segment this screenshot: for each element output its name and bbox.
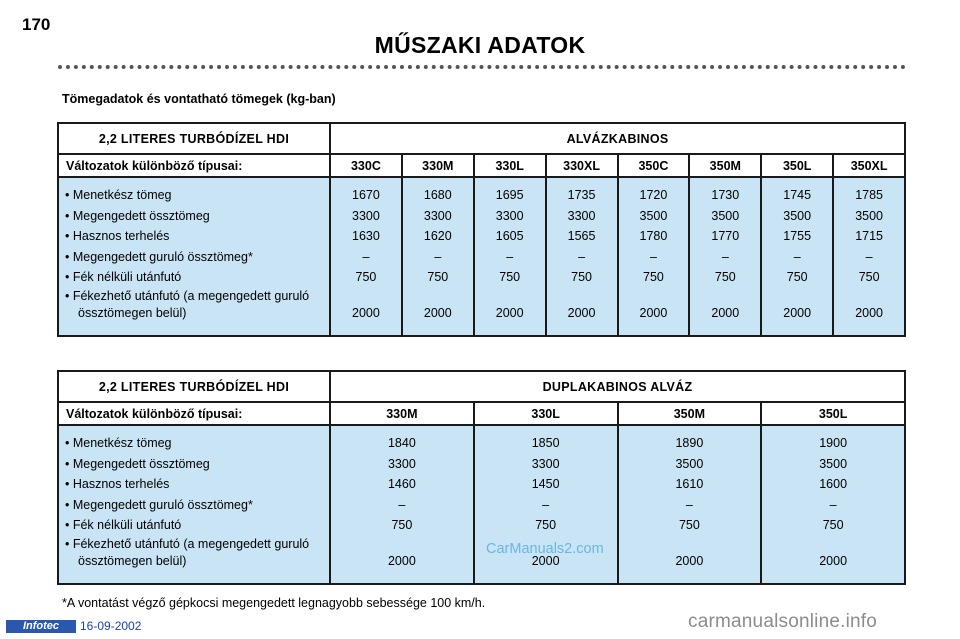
- column-header: 350M: [689, 154, 761, 177]
- value-cell: 1680: [423, 188, 452, 202]
- value-cell: –: [721, 249, 729, 264]
- value-cell: 1890: [675, 436, 704, 450]
- value-column: [618, 177, 690, 336]
- value-cell: 1755: [783, 229, 812, 243]
- value-cell: 1605: [495, 229, 524, 243]
- column-header: 330M: [402, 154, 474, 177]
- footnote: *A vontatást végző gépkocsi megengedett legnagyobb sebessége 100 km/h.: [62, 596, 486, 610]
- value-cell: 1735: [567, 188, 596, 202]
- value-cell: 750: [427, 270, 449, 284]
- value-cell: 1770: [711, 229, 740, 243]
- column-header: 330C: [330, 154, 402, 177]
- page-title: MŰSZAKI ADATOK: [374, 32, 586, 58]
- value-cell: 3300: [352, 208, 380, 223]
- value-cell: 2000: [495, 305, 524, 320]
- value-cell: –: [685, 497, 693, 512]
- date-stamp: 16-09-2002: [80, 619, 142, 633]
- column-header: 350L: [761, 154, 833, 177]
- row-labels: [58, 177, 330, 336]
- value-cell: –: [865, 249, 873, 264]
- value-cell: 1840: [387, 436, 416, 450]
- value-cell: 1850: [531, 436, 560, 450]
- value-cell: 750: [355, 270, 377, 284]
- value-column: [689, 177, 761, 336]
- value-cell: 750: [643, 270, 664, 284]
- row-label: • Megengedett össztömeg: [65, 208, 210, 223]
- value-cell: 1630: [352, 229, 380, 243]
- column-header: 350C: [618, 154, 690, 177]
- column-header: 350XL: [833, 154, 905, 177]
- value-cell: 1450: [531, 477, 560, 491]
- engine-label: 2,2 LITERES TURBÓDÍZEL HDI: [58, 123, 330, 154]
- value-cell: 750: [678, 518, 700, 532]
- value-cell: 1670: [352, 188, 380, 202]
- value-cell: 2000: [855, 305, 884, 320]
- value-cell: 750: [499, 270, 521, 284]
- value-column: [761, 177, 833, 336]
- value-cell: 2000: [783, 305, 812, 320]
- value-cell: 3500: [855, 208, 884, 223]
- value-cell: 1610: [675, 477, 704, 491]
- row-label: • Megengedett guruló össztömeg*: [65, 249, 253, 264]
- value-cell: –: [506, 249, 514, 264]
- value-cell: 750: [391, 518, 413, 532]
- value-column: [618, 425, 762, 584]
- value-cell: 1715: [855, 229, 884, 243]
- value-cell: 750: [858, 270, 880, 284]
- value-cell: –: [793, 249, 801, 264]
- value-cell: 1695: [495, 188, 524, 202]
- row-label: • Fék nélküli utánfutó: [65, 518, 182, 532]
- column-header: 350L: [761, 402, 905, 425]
- value-cell: 3500: [783, 208, 812, 223]
- value-cell: 3300: [531, 456, 560, 471]
- value-cell: 2000: [819, 553, 848, 568]
- variants-label: Változatok különböző típusai:: [58, 402, 330, 425]
- row-label: • Fékezhető utánfutó (a megengedett guruló össztömegen belül): [65, 536, 310, 568]
- value-cell: –: [362, 249, 370, 264]
- page-number: 170: [22, 15, 51, 34]
- value-column: [402, 177, 474, 336]
- value-cell: 3500: [711, 208, 740, 223]
- row-label: • Menetkész tömeg: [65, 436, 172, 450]
- value-column: [546, 177, 618, 336]
- value-cell: –: [434, 249, 442, 264]
- value-cell: 3500: [819, 456, 848, 471]
- value-cell: 1900: [819, 436, 848, 450]
- value-cell: 750: [571, 270, 592, 284]
- column-header: 350M: [618, 402, 762, 425]
- column-header: 330XL: [546, 154, 618, 177]
- value-cell: 1745: [783, 188, 812, 202]
- value-cell: 1600: [819, 477, 848, 491]
- value-cell: 2000: [639, 305, 668, 320]
- column-header: 330L: [474, 402, 618, 425]
- row-labels: [58, 425, 330, 584]
- row-label: • Megengedett guruló össztömeg*: [65, 497, 253, 512]
- row-label: • Fékezhető utánfutó (a megengedett guruló össztömegen belül): [65, 288, 310, 320]
- value-cell: 1785: [855, 188, 884, 202]
- column-header: 330L: [474, 154, 546, 177]
- value-cell: 750: [822, 518, 844, 532]
- row-label: • Fék nélküli utánfutó: [65, 270, 182, 284]
- value-column: [833, 177, 905, 336]
- value-cell: 3300: [423, 208, 452, 223]
- value-column: [474, 177, 546, 336]
- value-cell: 1565: [567, 229, 596, 243]
- value-column: [330, 177, 402, 336]
- title-divider: [58, 65, 906, 69]
- body-type-label: ALVÁZKABINOS: [330, 123, 905, 154]
- value-cell: –: [649, 249, 657, 264]
- value-cell: 1780: [639, 229, 668, 243]
- value-cell: –: [398, 497, 406, 512]
- value-cell: 3300: [387, 456, 416, 471]
- section-title: Tömegadatok és vontatható tömegek (kg-ban): [62, 92, 336, 106]
- value-column: [761, 425, 905, 584]
- column-header: 330M: [330, 402, 474, 425]
- value-cell: 2000: [423, 305, 452, 320]
- row-label: • Hasznos terhelés: [65, 229, 170, 243]
- value-cell: 2000: [387, 553, 416, 568]
- value-cell: –: [578, 249, 586, 264]
- value-cell: 3500: [639, 208, 668, 223]
- spec-table-double-cab: [57, 370, 906, 585]
- row-label: • Menetkész tömeg: [65, 188, 172, 202]
- site-watermark: carmanualsonline.info: [688, 611, 878, 632]
- engine-label: 2,2 LITERES TURBÓDÍZEL HDI: [58, 371, 330, 402]
- value-cell: 750: [535, 518, 557, 532]
- value-cell: 3500: [675, 456, 704, 471]
- infotec-logo: Infotec: [6, 620, 76, 633]
- row-label: • Megengedett össztömeg: [65, 456, 210, 471]
- spec-table-chassis-cab: [57, 122, 906, 337]
- value-cell: 750: [714, 270, 736, 284]
- value-cell: 2000: [567, 305, 596, 320]
- value-column: [330, 425, 474, 584]
- value-cell: 750: [786, 270, 808, 284]
- value-cell: –: [829, 497, 837, 512]
- value-cell: 1720: [639, 188, 668, 202]
- carmanuals-watermark: CarManuals2.com: [486, 541, 604, 557]
- value-cell: 1460: [387, 477, 416, 491]
- variants-label: Változatok különböző típusai:: [58, 154, 330, 177]
- value-cell: 1730: [711, 188, 740, 202]
- value-cell: 3300: [567, 208, 596, 223]
- value-cell: 2000: [675, 553, 704, 568]
- value-cell: 1620: [423, 229, 452, 243]
- value-cell: 2000: [352, 305, 380, 320]
- row-label: • Hasznos terhelés: [65, 477, 170, 491]
- value-cell: 2000: [531, 553, 560, 568]
- value-cell: 3300: [495, 208, 524, 223]
- value-column: [474, 425, 618, 584]
- value-cell: –: [542, 497, 550, 512]
- value-cell: 2000: [711, 305, 740, 320]
- body-type-label: DUPLAKABINOS ALVÁZ: [330, 371, 905, 402]
